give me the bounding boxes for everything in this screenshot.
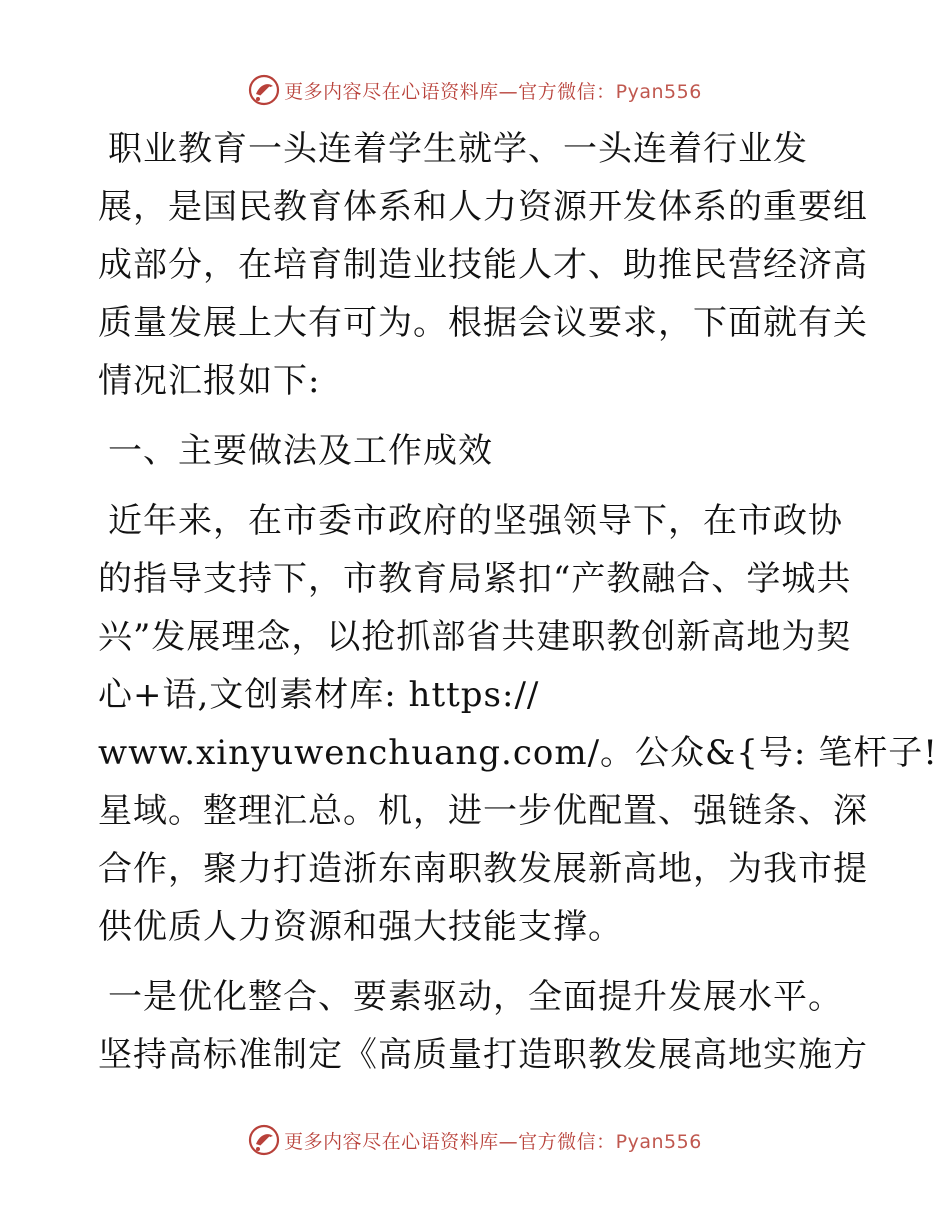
text-line: 质量发展上大有可为。根据会议要求，下面就有关 — [98, 303, 868, 343]
heading-line: 一、主要做法及工作成效 — [108, 431, 493, 471]
text-line: 兴”发展理念，以抢抓部省共建职教创新高地为契 — [98, 617, 852, 657]
banner-text: 更多内容尽在心语资料库—官方微信： — [284, 1130, 616, 1153]
text-line: 坚持高标准制定《高质量打造职教发展高地实施方 — [98, 1035, 868, 1075]
text-line: 职业教育一头连着学生就学、一头连着行业发 — [108, 129, 808, 169]
text-line: 供优质人力资源和强大技能支撑。 — [98, 907, 623, 947]
text-line: www.xinyuwenchuang.com/。公众&{号: 笔杆子! — [98, 733, 938, 773]
paragraph-intro — [98, 120, 868, 410]
header-banner — [0, 70, 950, 110]
banner-text: 更多内容尽在心语资料库—官方微信： — [284, 80, 616, 103]
section-heading — [98, 422, 858, 480]
wechat-id: Pyan556 — [615, 1130, 702, 1153]
paragraph-first-point — [98, 968, 868, 1084]
text-line: 的指导支持下，市教育局紧扣“产教融合、学城共 — [98, 559, 852, 599]
text-line: 近年来，在市委市政府的坚强领导下，在市政协 — [108, 501, 843, 541]
text-line: 情况汇报如下: — [98, 361, 321, 401]
text-line: 星域。整理汇总。机，进一步优配置、强链条、深 — [98, 791, 868, 831]
logo-icon — [248, 74, 280, 106]
footer-banner — [0, 1120, 950, 1160]
paragraph-practices — [98, 492, 938, 956]
text-line: 成部分，在培育制造业技能人才、助推民营经济高 — [98, 245, 868, 285]
wechat-id: Pyan556 — [615, 80, 702, 103]
text-line: 展，是国民教育体系和人力资源开发体系的重要组 — [98, 187, 868, 227]
text-line: 合作，聚力打造浙东南职教发展新高地，为我市提 — [98, 849, 868, 889]
text-line: 一是优化整合、要素驱动，全面提升发展水平。 — [108, 977, 843, 1017]
text-line: 心+语,文创素材库: https:// — [98, 675, 540, 715]
logo-icon — [248, 1124, 280, 1156]
document-body — [98, 120, 938, 1084]
